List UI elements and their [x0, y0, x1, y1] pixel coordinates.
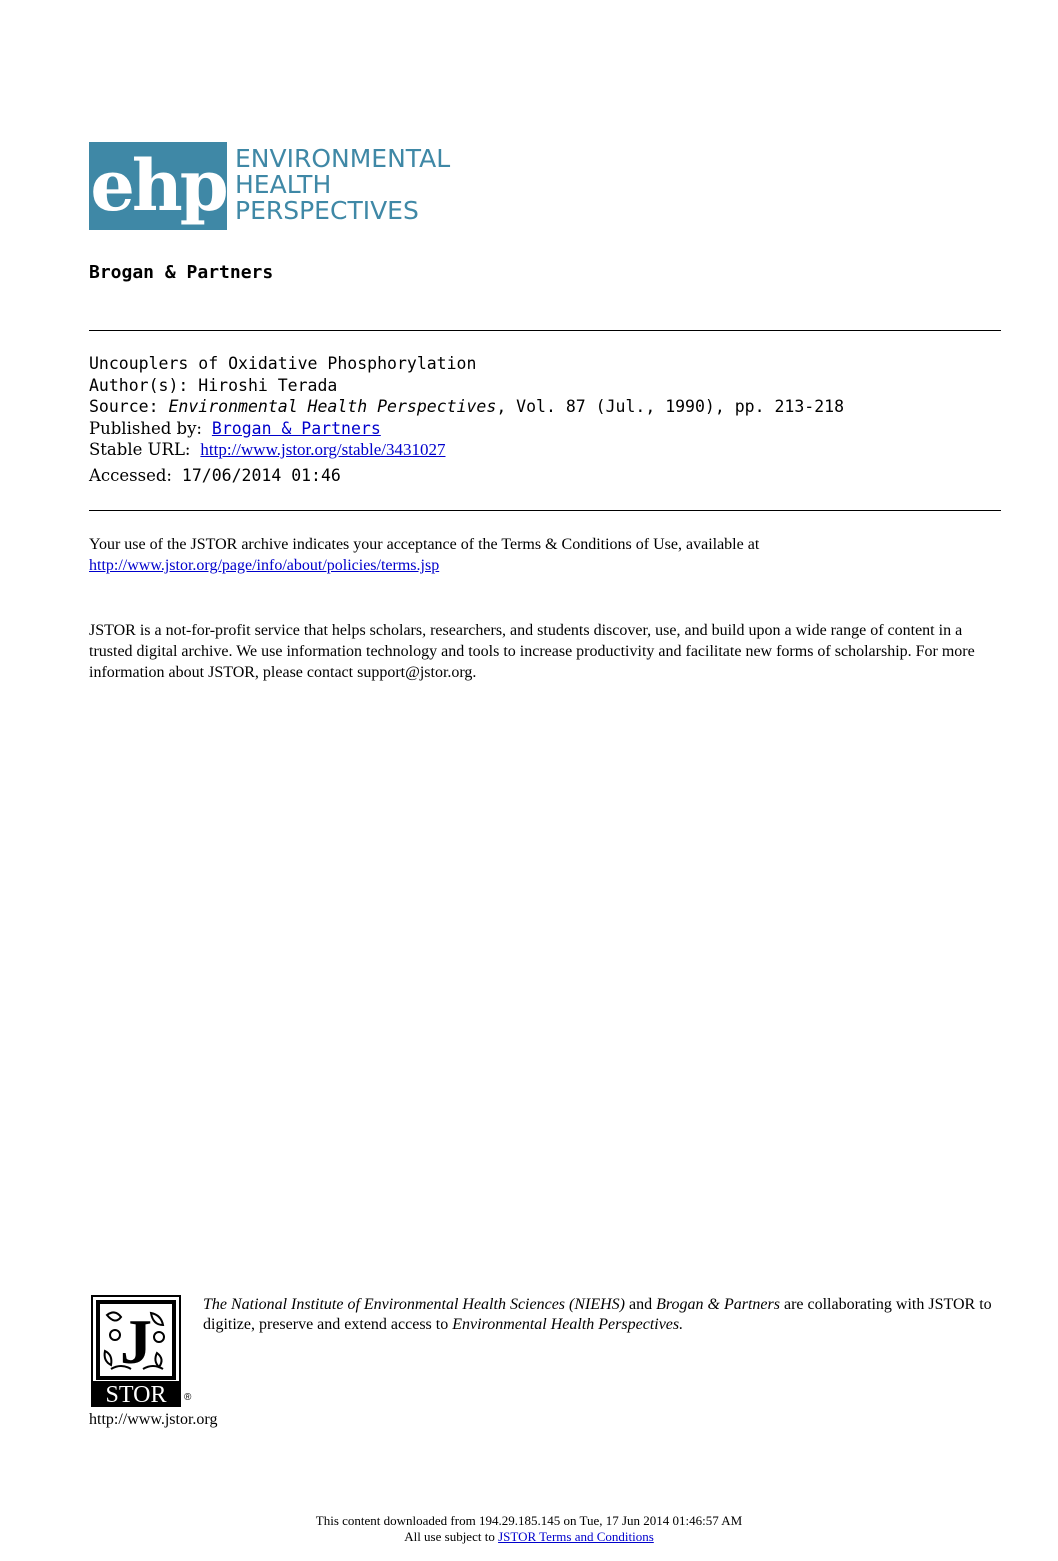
article-title: Uncouplers of Oxidative Phosphorylation	[89, 354, 477, 373]
divider-bottom	[89, 510, 1001, 511]
terms-footer-link[interactable]: JSTOR Terms and Conditions	[498, 1529, 654, 1544]
accessed-row	[89, 465, 844, 487]
collab-middle: are collaborating with JSTOR to digitize, preserve and extend access to	[203, 1296, 992, 1333]
ehp-logo-mark: ehp	[89, 142, 227, 230]
jstor-logo-letter: J	[120, 1306, 152, 1377]
stable-url-link[interactable]: http://www.jstor.org/stable/3431027	[200, 440, 446, 459]
terms-notice	[89, 534, 1019, 576]
jstor-about: JSTOR is a not-for-profit service that helps scholars, researchers, and students discover, use, and build upon a wide range of content in a trusted digital archive. We use information technology and tools to increase productivity and facilitate new forms of scholarship. For more information about JSTOR, please contact support@jstor.org.	[89, 622, 975, 681]
ehp-logo	[89, 142, 479, 232]
collab-journal: Environmental Health Perspectives.	[452, 1316, 684, 1333]
author-label: Author(s):	[89, 375, 189, 395]
collab-and: and	[625, 1296, 657, 1313]
accessed-date: 17/06/2014 01:46	[181, 465, 341, 485]
source-label: Source:	[89, 397, 159, 416]
collab-org-niehs: The National Institute of Environmental Health Sciences (NIEHS)	[203, 1296, 625, 1313]
author-row	[89, 375, 844, 397]
jstor-logo	[91, 1295, 181, 1407]
download-footer	[0, 1513, 1058, 1545]
registered-mark: ®	[184, 1392, 192, 1403]
terms-text: Your use of the JSTOR archive indicates your acceptance of the Terms & Conditions of Use, available at	[89, 536, 760, 553]
logo-line-2: HEALTH	[235, 170, 332, 199]
source-details: , Vol. 87 (Jul., 1990), pp. 213-218	[496, 397, 844, 416]
article-metadata	[89, 353, 844, 486]
stable-url-row	[89, 439, 844, 461]
jstor-home-link[interactable]: http://www.jstor.org	[89, 1411, 218, 1428]
terms-link[interactable]: http://www.jstor.org/page/info/about/policies/terms.jsp	[89, 557, 440, 574]
accessed-label: Accessed:	[89, 465, 172, 485]
logo-line-1: ENVIRONMENTAL	[235, 144, 451, 173]
stable-url-label: Stable URL:	[89, 440, 191, 459]
collaboration-notice	[203, 1295, 1003, 1335]
source-journal: Environmental Health Perspectives	[168, 397, 497, 416]
ehp-logo-text	[235, 146, 450, 224]
published-label: Published by:	[89, 418, 202, 438]
publisher-link[interactable]: Brogan & Partners	[211, 418, 381, 438]
terms-footer-prefix: All use subject to	[404, 1529, 499, 1544]
logo-line-3: PERSPECTIVES	[235, 196, 419, 225]
jstor-logo-word: STOR	[105, 1382, 167, 1407]
author-name: Hiroshi Terada	[198, 375, 338, 395]
divider-top	[89, 330, 1001, 331]
collab-org-brogan: Brogan & Partners	[656, 1296, 780, 1313]
publisher-heading: Brogan & Partners	[89, 262, 274, 283]
published-row	[89, 418, 844, 440]
download-info: This content downloaded from 194.29.185.145 on Tue, 17 Jun 2014 01:46:57 AM	[315, 1513, 743, 1528]
source-row	[89, 396, 844, 418]
terms-footer-row	[0, 1529, 1058, 1545]
